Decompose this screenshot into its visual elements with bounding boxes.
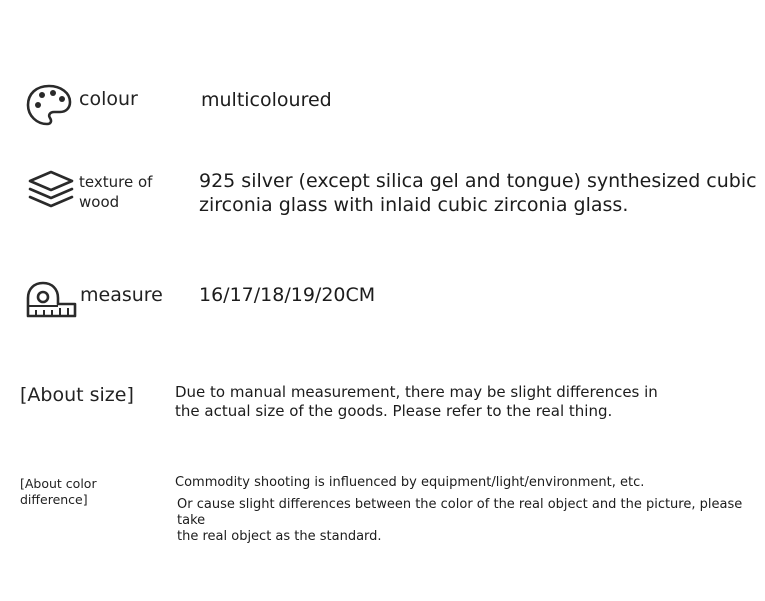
about-color-text [175,475,755,545]
palette-icon [25,83,73,127]
measuring-tape-icon [25,280,77,320]
measure-label: measure [80,284,163,306]
about-color-title [20,476,160,508]
about-size-line-1: Due to manual measurement, there may be slight differences in [175,383,658,401]
about-size-title: [About size] [20,384,134,406]
texture-label: texture of wood [79,173,153,211]
about-color-title-line-2: difference] [20,492,88,507]
about-color-title-line-1: [About color [20,476,97,491]
about-size-text [175,383,745,421]
about-color-line-2: Or cause slight differences between the color of the real object and the picture, please take [177,497,743,528]
texture-value-line-2: zirconia glass with inlaid cubic zirconia glass. [199,194,629,216]
texture-value [199,169,759,217]
colour-value: multicoloured [201,89,332,111]
texture-value-line-1: 925 silver (except silica gel and tongue) synthesized cubic [199,170,757,192]
about-color-line-3: the real object as the standard. [177,529,382,544]
measure-value: 16/17/18/19/20CM [199,284,376,306]
colour-label: colour [79,88,138,110]
about-color-line-1: Commodity shooting is influenced by equipment/light/environment, etc. [175,475,645,490]
layers-icon [27,169,75,209]
about-size-line-2: the actual size of the goods. Please refer to the real thing. [175,402,613,420]
